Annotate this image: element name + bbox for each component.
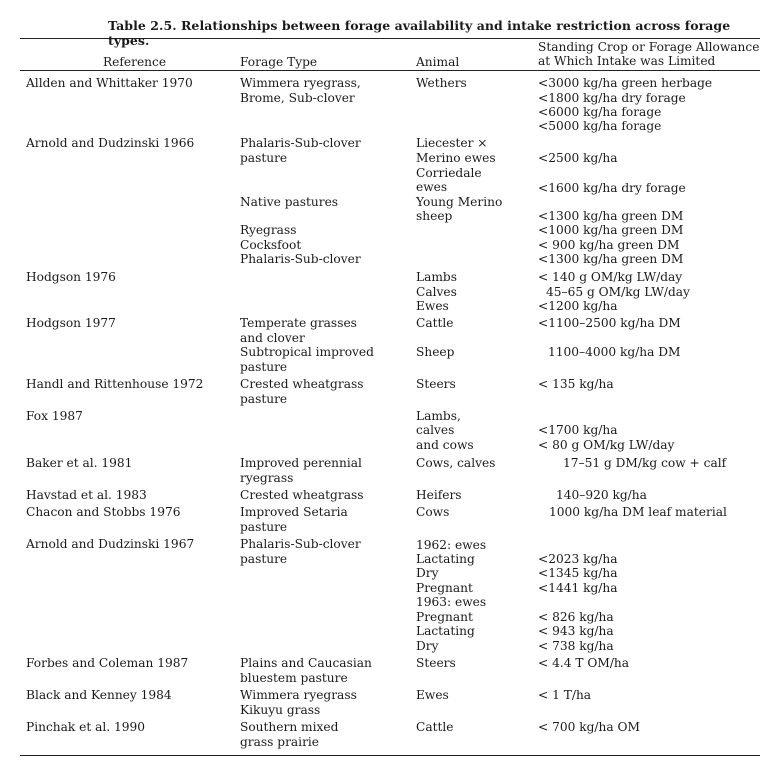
- cell-allowance: <1200 kg/ha: [538, 299, 618, 313]
- cell-forage: ryegrass: [240, 471, 294, 485]
- cell-allowance: <1600 kg/ha dry forage: [538, 181, 686, 195]
- cell-animal: sheep: [416, 209, 453, 223]
- cell-forage: Phalaris-Sub-clover: [240, 252, 361, 266]
- cell-forage: Native pastures: [240, 195, 339, 209]
- cell-allowance: <2023 kg/ha: [538, 552, 618, 566]
- cell-forage: Ryegrass: [240, 223, 297, 237]
- header-allowance-line1: Standing Crop or Forage Allowance: [538, 40, 760, 54]
- cell-animal: Pregnant: [416, 581, 473, 595]
- cell-forage: pasture: [240, 392, 288, 406]
- cell-reference: Handl and Rittenhouse 1972: [26, 377, 204, 391]
- cell-forage: Subtropical improved: [240, 345, 374, 359]
- cell-allowance: <1700 kg/ha: [538, 423, 618, 437]
- cell-allowance: 17–51 g DM/kg cow + calf: [563, 456, 727, 470]
- cell-reference: Fox 1987: [26, 409, 83, 423]
- cell-allowance: <1800 kg/ha dry forage: [538, 91, 686, 105]
- cell-forage: Crested wheatgrass: [240, 377, 364, 391]
- cell-animal: Calves: [416, 285, 457, 299]
- cell-allowance: <1000 kg/ha green DM: [538, 223, 684, 237]
- cell-forage: Wimmera ryegrass: [240, 688, 357, 702]
- cell-allowance: < 826 kg/ha: [538, 610, 614, 624]
- cell-reference: Hodgson 1977: [26, 316, 116, 330]
- cell-reference: Baker et al. 1981: [26, 456, 133, 470]
- cell-animal: Cattle: [416, 720, 454, 734]
- cell-animal: Pregnant: [416, 610, 473, 624]
- cell-animal: Dry: [416, 639, 439, 653]
- cell-allowance: < 80 g OM/kg LW/day: [538, 438, 675, 452]
- cell-forage: Phalaris-Sub-clover: [240, 136, 361, 150]
- cell-forage: pasture: [240, 151, 288, 165]
- cell-forage: and clover: [240, 331, 305, 345]
- cell-animal: Steers: [416, 656, 456, 670]
- cell-reference: Hodgson 1976: [26, 270, 116, 284]
- cell-reference: Arnold and Dudzinski 1966: [26, 136, 195, 150]
- cell-animal: Ewes: [416, 688, 449, 702]
- cell-allowance: 1000 kg/ha DM leaf material: [549, 505, 727, 519]
- cell-allowance: 1100–4000 kg/ha DM: [548, 345, 681, 359]
- cell-allowance: 45–65 g OM/kg LW/day: [546, 285, 690, 299]
- cell-allowance: 140–920 kg/ha: [556, 488, 647, 502]
- cell-animal: 1963: ewes: [416, 595, 487, 609]
- cell-animal: Lactating: [416, 552, 475, 566]
- header-rule: [20, 70, 760, 71]
- cell-allowance: <2500 kg/ha: [538, 151, 618, 165]
- cell-animal: Merino ewes: [416, 151, 496, 165]
- cell-forage: Southern mixed: [240, 720, 339, 734]
- cell-allowance: < 140 g OM/kg LW/day: [538, 270, 683, 284]
- cell-forage: Temperate grasses: [240, 316, 357, 330]
- header-allowance-line2: at Which Intake was Limited: [538, 54, 716, 68]
- cell-forage: grass prairie: [240, 735, 320, 749]
- cell-animal: Dry: [416, 566, 439, 580]
- cell-animal: calves: [416, 423, 455, 437]
- cell-forage: pasture: [240, 520, 288, 534]
- cell-animal: Liecester ×: [416, 136, 488, 150]
- cell-reference: Allden and Whittaker 1970: [26, 76, 193, 90]
- cell-allowance: < 738 kg/ha: [538, 639, 614, 653]
- cell-animal: Lambs,: [416, 409, 461, 423]
- cell-animal: Wethers: [416, 76, 467, 90]
- cell-forage: Wimmera ryegrass,: [240, 76, 361, 90]
- cell-allowance: < 700 kg/ha OM: [538, 720, 640, 734]
- table-caption: Table 2.5. Relationships between forage availability and intake restriction across forage types.: [108, 18, 731, 48]
- header-animal: Animal: [416, 55, 460, 69]
- cell-allowance: <1300 kg/ha green DM: [538, 252, 684, 266]
- cell-animal: Sheep: [416, 345, 455, 359]
- cell-animal: Lactating: [416, 624, 475, 638]
- cell-animal: Lambs: [416, 270, 457, 284]
- cell-animal: Cows: [416, 505, 450, 519]
- cell-forage: Improved perennial: [240, 456, 362, 470]
- cell-forage: Phalaris-Sub-clover: [240, 537, 361, 551]
- cell-animal: ewes: [416, 180, 448, 194]
- cell-animal: Steers: [416, 377, 456, 391]
- cell-reference: Forbes and Coleman 1987: [26, 656, 189, 670]
- cell-forage: pasture: [240, 360, 288, 374]
- cell-animal: and cows: [416, 438, 474, 452]
- cell-forage: Crested wheatgrass: [240, 488, 364, 502]
- cell-animal: Ewes: [416, 299, 449, 313]
- cell-reference: Pinchak et al. 1990: [26, 720, 146, 734]
- cell-allowance: <1345 kg/ha: [538, 566, 618, 580]
- cell-animal: Cows, calves: [416, 456, 496, 470]
- cell-animal: 1962: ewes: [416, 538, 487, 552]
- cell-animal: Corriedale: [416, 166, 482, 180]
- cell-allowance: <1441 kg/ha: [538, 581, 618, 595]
- cell-allowance: <1300 kg/ha green DM: [538, 209, 684, 223]
- cell-forage: Kikuyu grass: [240, 703, 321, 717]
- cell-forage: Brome, Sub-clover: [240, 91, 355, 105]
- cell-forage: Improved Setaria: [240, 505, 348, 519]
- cell-forage: bluestem pasture: [240, 671, 348, 685]
- header-forage-type: Forage Type: [240, 55, 318, 69]
- cell-animal: Cattle: [416, 316, 454, 330]
- cell-allowance: <1100–2500 kg/ha DM: [538, 316, 681, 330]
- cell-reference: Arnold and Dudzinski 1967: [26, 537, 195, 551]
- cell-animal: Heifers: [416, 488, 462, 502]
- cell-reference: Chacon and Stobbs 1976: [26, 505, 181, 519]
- cell-animal: Young Merino: [416, 195, 503, 209]
- cell-forage: Plains and Caucasian: [240, 656, 372, 670]
- cell-allowance: < 4.4 T OM/ha: [538, 656, 630, 670]
- bottom-rule: [20, 755, 760, 756]
- top-rule: [20, 38, 760, 39]
- cell-forage: Cocksfoot: [240, 238, 302, 252]
- cell-allowance: <3000 kg/ha green herbage: [538, 76, 713, 90]
- cell-reference: Black and Kenney 1984: [26, 688, 172, 702]
- cell-reference: Havstad et al. 1983: [26, 488, 147, 502]
- cell-forage: pasture: [240, 552, 288, 566]
- cell-allowance: < 943 kg/ha: [538, 624, 614, 638]
- header-reference: Reference: [103, 55, 167, 69]
- cell-allowance: < 900 kg/ha green DM: [538, 238, 680, 252]
- cell-allowance: <5000 kg/ha forage: [538, 119, 662, 133]
- cell-allowance: < 135 kg/ha: [538, 377, 614, 391]
- cell-allowance: < 1 T/ha: [538, 688, 592, 702]
- cell-allowance: <6000 kg/ha forage: [538, 105, 662, 119]
